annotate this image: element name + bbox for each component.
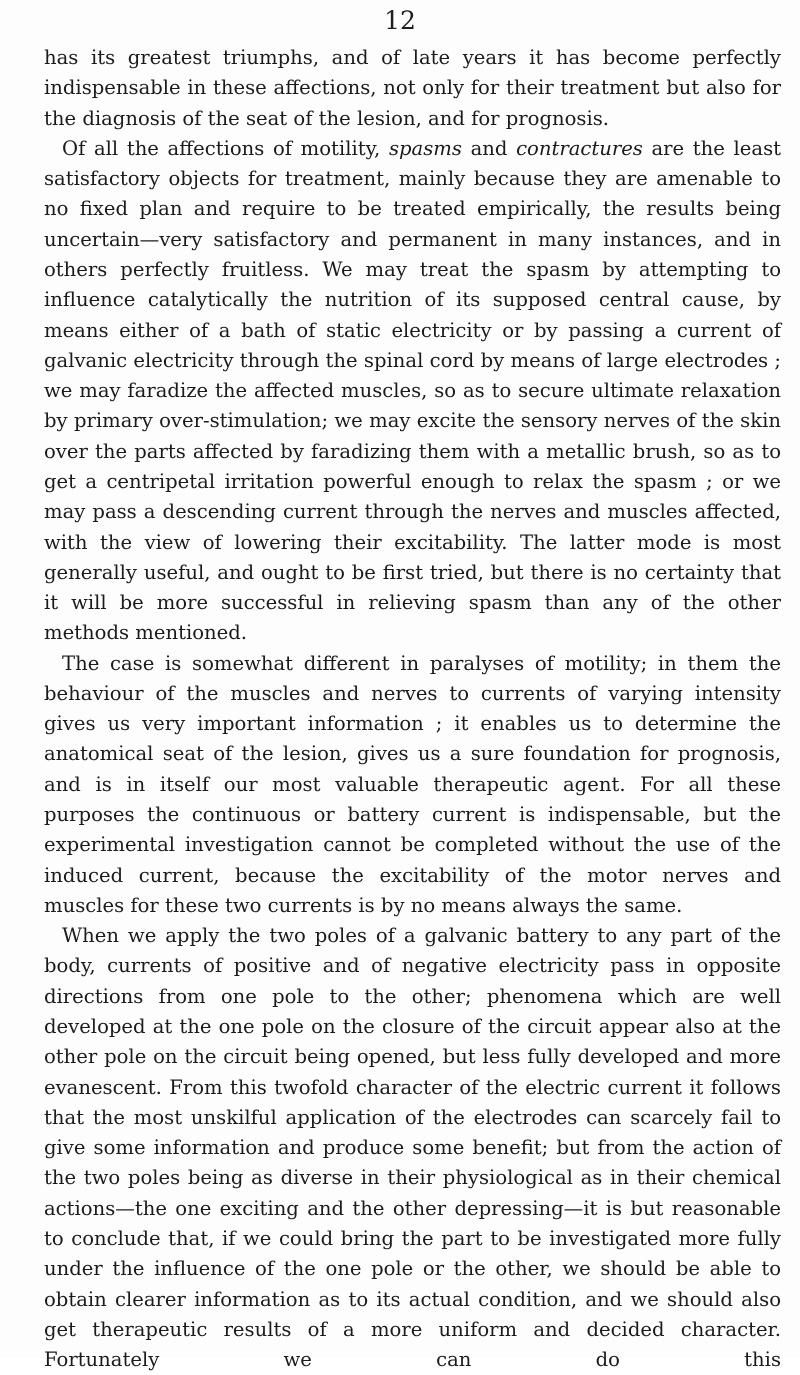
emphasis-contractures: contractures: [516, 136, 643, 160]
paragraph-2-intro: Of all the affections of motility,: [62, 136, 389, 160]
paragraph-1-text: has its greatest triumphs, and of late years it has become perfectly indispensable in these affections, not only for their treatment but also for the diagnosis of the seat of the lesion, and for prognosis.: [44, 46, 781, 130]
paragraph-3-text: The case is somewhat different in paralyses of motility; in them the behaviour of the muscles and nerves to currents of varying intensity gives us very important information ; it enables us to determine the anatomical seat of the lesion, gives us a sure foundation for prognosis, and is in itself our most valuable therapeutic agent. For all these purposes the continuous or battery current is indispensable, but the experimental investigation cannot be completed without the use of the induced current, because the excitability of the motor nerves and muscles for these two currents is by no means always the same.: [44, 651, 781, 917]
emphasis-spasms: spasms: [388, 136, 462, 160]
paragraph-4: [44, 921, 781, 1375]
paragraph-2: [44, 134, 781, 649]
paragraph-4-text: When we apply the two poles of a galvanic battery to any part of the body, currents of positive and of negative electricity pass in opposite directions from one pole to the other; phenomena which are well developed at the one pole on the closure of the circuit appear also at the other pole on the circuit being opened, but less fully developed and more evanescent. From this twofold character of the electric current it follows that the most unskilful application of the electrodes can scarcely fail to give some information and produce some benefit; but from the action of the two poles being as diverse in their physiological as in their chemical actions—the one exciting and the other depressing—it is but reasonable to conclude that, if we could bring the part to be investigated more fully under the influence of the one pole or the other, we should be able to obtain clearer information as to its actual condition, and we should also get therapeutic results of a more uniform and decided character. Fortunately we can do this: [44, 924, 781, 1372]
paragraph-3: [44, 649, 781, 922]
paragraph-2-rest: are the least satisfactory objects for treatment, mainly because they are amenable to no fixed plan and require to be treated empirically, the results being uncertain—very satisfactory and permanent in many instances, and in others perfectly fruitless. We may treat the spasm by attempting to influence catalytically the nutrition of its supposed central cause, by means either of a bath of static electricity or by passing a current of galvanic electricity through the spinal cord by means of large electrodes ; we may faradize the affected muscles, so as to secure ultimate relaxation by primary over-stimulation; we may excite the sensory nerves of the skin over the parts affected by faradizing them with a metallic brush, so as to get a centripetal irritation powerful enough to relax the spasm ; or we may pass a descending current through the nerves and muscles affected, with the view of lowering their excitability. The latter mode is most generally useful, and ought to be first tried, but there is no certainty that it will be more successful in relieving spasm than any of the other methods mentioned.: [44, 136, 781, 645]
page-number: 12: [384, 6, 416, 35]
paragraph-1: [44, 43, 781, 134]
body-text: [44, 43, 781, 1375]
paragraph-2-mid: and: [461, 136, 517, 160]
